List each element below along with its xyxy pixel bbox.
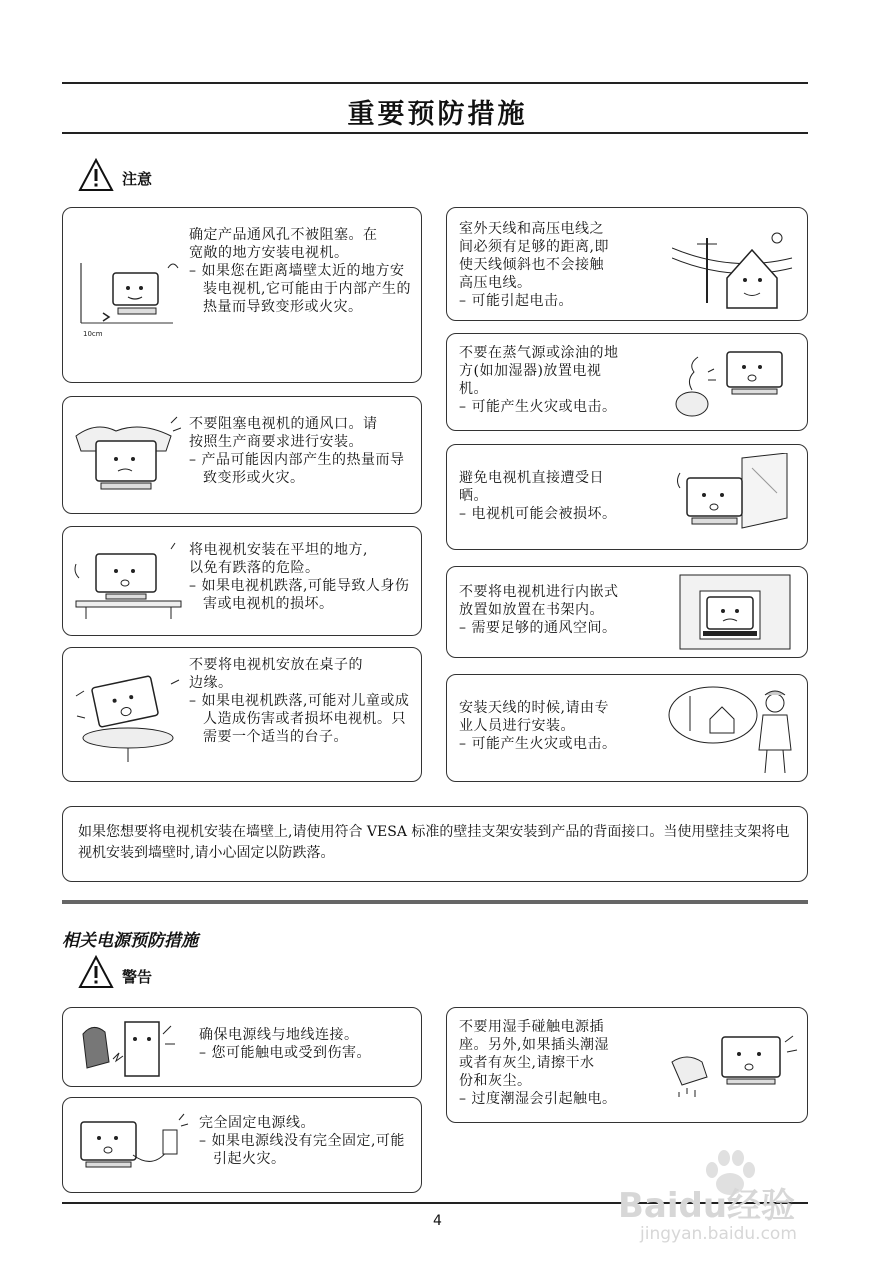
caution-card-steam bbox=[446, 333, 808, 431]
card-text: 不要用湿手碰触电源插 座。另外,如果插头潮湿 或者有灰尘,请擦干水 份和灰尘。 – 过度潮湿会引起触电。 bbox=[459, 1019, 617, 1107]
section-divider bbox=[62, 900, 808, 904]
power-line-house-illustration bbox=[672, 218, 802, 313]
caution-card-vents bbox=[62, 396, 422, 514]
card-text: 安装天线的时候,请由专 业人员进行安装。 – 可能产生火灾或电击。 bbox=[459, 700, 617, 752]
caution-card-install-antenna bbox=[446, 674, 808, 782]
loose-cord-illustration bbox=[71, 1110, 191, 1184]
power-section-title: 相关电源预防措施 bbox=[62, 931, 198, 951]
caution-card-table-edge bbox=[62, 647, 422, 782]
technician-illustration bbox=[665, 681, 805, 777]
top-rule bbox=[62, 82, 808, 84]
card-text: 不要将电视机安放在桌子的 边缘。 – 如果电视机跌落,可能对儿童或成人造成伤害或者损坏电视机。只需要一个适当的台子。 bbox=[189, 657, 410, 745]
humidifier-tv-illustration bbox=[672, 342, 802, 424]
tv-falling-illustration bbox=[71, 666, 186, 766]
warning-card-fix-cord bbox=[62, 1097, 422, 1193]
tv-near-wall-illustration bbox=[73, 258, 183, 348]
card-text: 不要阻塞电视机的通风口。请 按照生产商要求进行安装。 – 产品可能因内部产生的热量而导致变形或火灾。 bbox=[189, 416, 405, 486]
card-text: 将电视机安装在平坦的地方, 以免有跌落的危险。 – 如果电视机跌落,可能导致人身伤害或电视机的损坏。 bbox=[189, 542, 410, 612]
card-text: 避免电视机直接遭受日 晒。 – 电视机可能会被损坏。 bbox=[459, 470, 617, 522]
warning-card-wet-hands bbox=[446, 1007, 808, 1123]
sunlight-window-illustration bbox=[672, 453, 802, 541]
tv-in-shelf-illustration bbox=[675, 573, 795, 653]
wall-mount-note-text: 如果您想要将电视机安装在墙壁上,请使用符合 VESA 标准的壁挂支架安装到产品的背面接口。当使用壁挂支架将电视机安装到墙壁时,请小心固定以防跌落。 bbox=[78, 824, 790, 861]
caution-card-builtin bbox=[446, 566, 808, 658]
caution-card-flat-surface bbox=[62, 526, 422, 636]
tv-on-table-illustration bbox=[71, 539, 186, 624]
card-text: 室外天线和高压电线之 间必须有足够的距离,即 使天线倾斜也不会接触 高压电线。 – 可能引起电击。 bbox=[459, 221, 609, 309]
caution-card-antenna bbox=[446, 207, 808, 321]
caution-card-ventilation bbox=[62, 207, 422, 383]
watermark-url: jingyan.baidu.com bbox=[640, 1224, 797, 1244]
warning-triangle-icon bbox=[78, 955, 114, 989]
card-text: 不要将电视机进行内嵌式 放置如放置在书架内。 – 需要足够的通风空间。 bbox=[459, 584, 619, 636]
card-text: 完全固定电源线。 – 如果电源线没有完全固定,可能引起火灾。 bbox=[199, 1115, 405, 1167]
electric-shock-illustration bbox=[73, 1014, 193, 1084]
page-number: 4 bbox=[433, 1213, 442, 1229]
card-text: 不要在蒸气源或涂油的地 方(如加湿器)放置电视 机。 – 可能产生火灾或电击。 bbox=[459, 345, 619, 415]
card-text: 确定产品通风孔不被阻塞。在 宽敞的地方安装电视机。 – 如果您在距离墙壁太近的地方安装电视机,它可能由于内部产生的热量而导致变形或火灾。 bbox=[189, 227, 411, 315]
distance-label: 10cm bbox=[83, 330, 103, 338]
title-rule bbox=[62, 132, 808, 134]
covered-tv-illustration bbox=[71, 411, 181, 501]
warning-heading: 警告 bbox=[122, 968, 153, 986]
warning-triangle-icon bbox=[78, 158, 114, 192]
wet-hand-plug-illustration bbox=[667, 1022, 803, 1112]
caution-card-sunlight bbox=[446, 444, 808, 550]
card-text: 确保电源线与地线连接。 – 您可能触电或受到伤害。 bbox=[199, 1027, 371, 1061]
watermark-brand: Baidu经验 bbox=[618, 1186, 796, 1226]
warning-card-ground bbox=[62, 1007, 422, 1087]
caution-heading: 注意 bbox=[122, 170, 153, 188]
page-title: 重要预防措施 bbox=[347, 99, 528, 130]
